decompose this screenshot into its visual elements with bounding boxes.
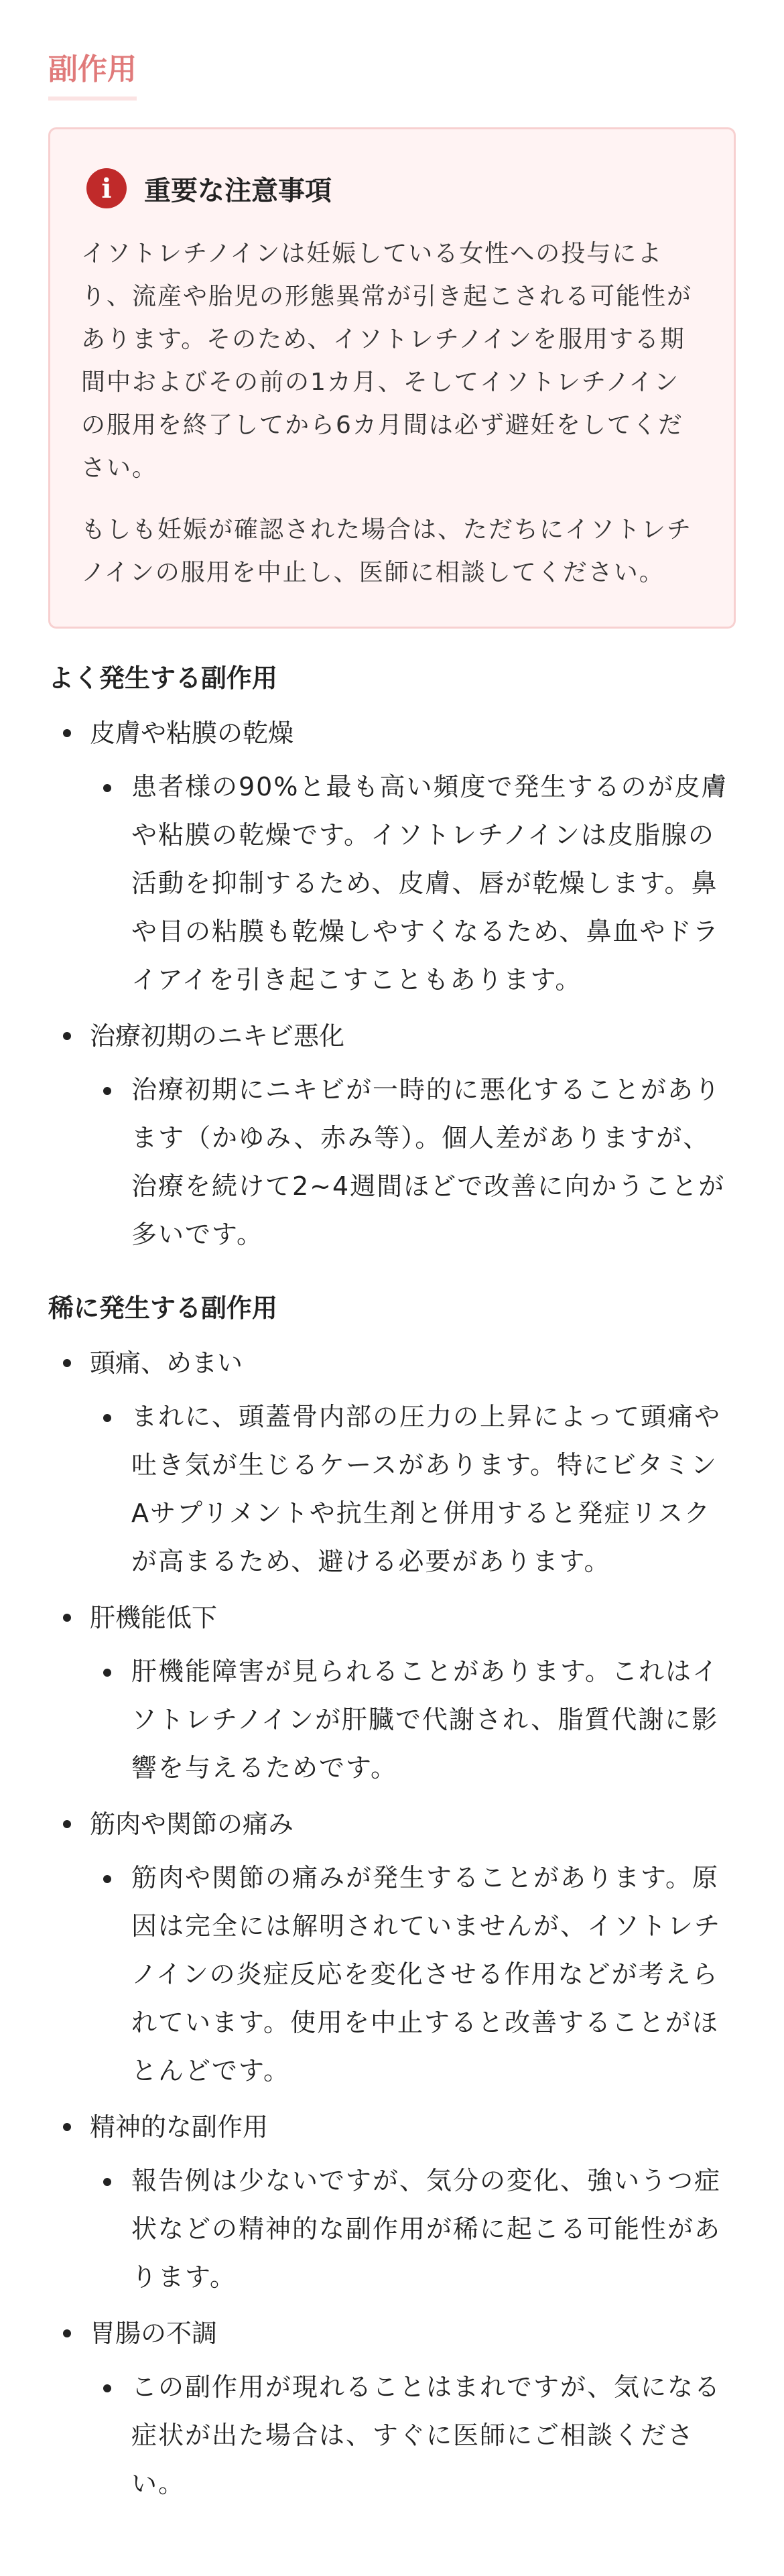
section-title: 副作用 bbox=[48, 48, 137, 101]
bullet bbox=[63, 2123, 71, 2131]
notice-paragraph: もしも妊娠が確認された場合は、ただちにイソトレチノインの服用を中止し、医師に相談してください。 bbox=[81, 516, 693, 586]
sub-list-item bbox=[90, 1066, 736, 1259]
bullet bbox=[103, 1414, 111, 1422]
bullet bbox=[103, 1875, 111, 1883]
bullet bbox=[103, 2384, 111, 2392]
bullet bbox=[63, 2329, 71, 2337]
bullet bbox=[103, 1669, 111, 1677]
bullet bbox=[63, 1820, 71, 1828]
side-effect-detail: まれに、頭蓋骨内部の圧力の上昇によって頭痛や吐き気が生じるケースがあります。特にビタミンAサプリメントや抗生剤と併用すると発症リスクが高まるため、避ける必要があります。 bbox=[131, 1402, 722, 1576]
bullet bbox=[63, 729, 71, 737]
side-effect-label: 精神的な副作用 bbox=[90, 2112, 269, 2142]
rare-side-effects-list bbox=[48, 1342, 736, 2508]
side-effect-detail: 患者様の90%と最も高い頻度で発生するのが皮膚や粘膜の乾燥です。イソトレチノインは皮脂腺の活動を抑制するため、皮膚、唇が乾燥します。鼻や目の粘膜も乾燥しやすくなるため、鼻血やドライアイを引き起こすこともあります。 bbox=[131, 772, 728, 994]
list-item bbox=[48, 1596, 736, 1792]
important-notice bbox=[48, 127, 736, 629]
sub-list-item bbox=[90, 2363, 736, 2508]
common-side-effects-list bbox=[48, 712, 736, 1259]
bullet bbox=[103, 2178, 111, 2186]
list-item bbox=[48, 2312, 736, 2508]
notice-header bbox=[81, 168, 703, 208]
bullet bbox=[63, 1359, 71, 1367]
list-item bbox=[48, 2106, 736, 2301]
side-effect-detail: 筋肉や関節の痛みが発生することがあります。原因は完全には解明されていませんが、イソトレチノインの炎症反応を変化させる作用などが考えられています。使用を中止すると改善することがほとんどです。 bbox=[131, 1863, 722, 2085]
list-item bbox=[48, 1342, 736, 1586]
notice-title: 重要な注意事項 bbox=[144, 175, 332, 206]
side-effect-detail: この副作用が現れることはまれですが、気になる症状が出た場合は、すぐに医師にご相談ください。 bbox=[131, 2372, 722, 2498]
list-item bbox=[48, 1015, 736, 1259]
sub-list-item bbox=[90, 1854, 736, 2095]
bullet bbox=[103, 784, 111, 792]
side-effect-label: 肝機能低下 bbox=[90, 1603, 218, 1632]
info-icon: i bbox=[86, 168, 127, 208]
side-effect-detail: 肝機能障害が見られることがあります。これはイソトレチノインが肝臓で代謝され、脂質代謝に影響を与えるためです。 bbox=[131, 1657, 719, 1783]
sub-list-item bbox=[90, 1393, 736, 1586]
side-effect-detail: 報告例は少ないですが、気分の変化、強いうつ症状などの精神的な副作用が稀に起こる可能性があります。 bbox=[131, 2166, 722, 2292]
side-effect-label: 頭痛、めまい bbox=[90, 1348, 243, 1378]
bullet bbox=[103, 1087, 111, 1095]
side-effect-label: 筋肉や関節の痛み bbox=[90, 1809, 294, 1839]
side-effect-label: 胃腸の不調 bbox=[90, 2319, 218, 2348]
common-side-effects-heading: よく発生する副作用 bbox=[48, 663, 278, 693]
side-effect-label: 治療初期のニキビ悪化 bbox=[90, 1021, 345, 1051]
side-effect-detail: 治療初期にニキビが一時的に悪化することがあります（かゆみ、赤み等）。個人差がありますが、治療を続けて2~4週間ほどで改善に向かうことが多いです。 bbox=[131, 1075, 726, 1249]
side-effect-label: 皮膚や粘膜の乾燥 bbox=[90, 718, 294, 748]
list-item bbox=[48, 712, 736, 1004]
sub-list-item bbox=[90, 2156, 736, 2301]
rare-side-effects-heading: 稀に発生する副作用 bbox=[48, 1293, 278, 1323]
notice-paragraph: イソトレチノインは妊娠している女性への投与により、流産や胎児の形態異常が引き起こされる可能性があります。そのため、イソトレチノインを服用する期間中およびその前の1カ月、そしてイソトレチノインの服用を終了してから6カ月間は必ず避妊をしてください。 bbox=[81, 240, 693, 482]
sub-list-item bbox=[90, 763, 736, 1004]
list-item bbox=[48, 1803, 736, 2095]
bullet bbox=[63, 1614, 71, 1622]
sub-list-item bbox=[90, 1647, 736, 1792]
bullet bbox=[63, 1032, 71, 1040]
